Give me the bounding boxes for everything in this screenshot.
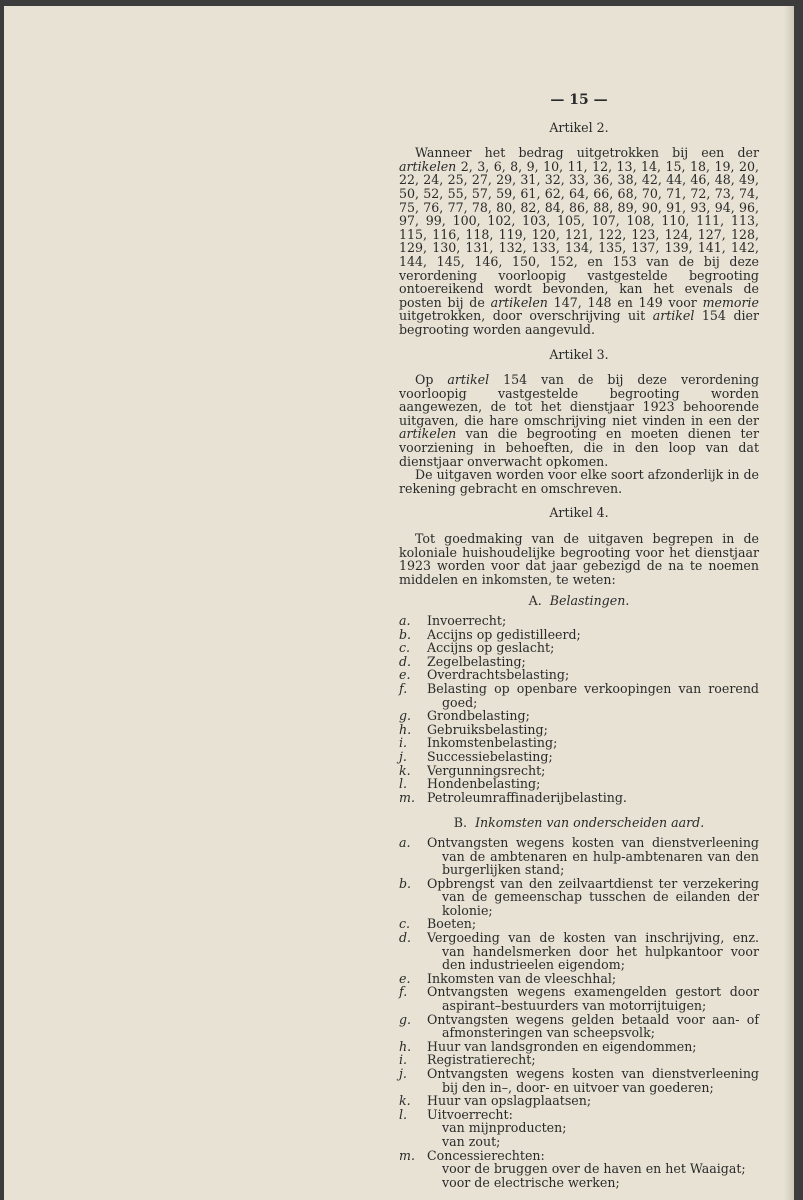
list-item-text: Concessierechten: xyxy=(427,1147,545,1163)
list-item-letter: d. xyxy=(399,930,412,946)
italic-run: artikelen xyxy=(490,294,548,310)
list-item-text: Opbrengst van den zeilvaartdienst ter verzekering van de gemeenschap tusschen de eilanden der kolonie; xyxy=(427,875,759,918)
list-item-letter: j. xyxy=(399,1066,407,1081)
page-edge-shadow xyxy=(784,6,794,1200)
list-item-letter: i. xyxy=(399,1052,408,1068)
italic-run: artikelen xyxy=(399,158,457,174)
list-item-text: Vergunningsrecht; xyxy=(427,762,546,778)
list-item-letter: l. xyxy=(399,1106,408,1122)
list-item xyxy=(399,655,759,669)
list-item xyxy=(399,1040,759,1054)
list-item-subline: voor de bruggen over de haven en het Waaigat; xyxy=(442,1161,746,1177)
list-item-text: Vergoeding van de kosten van inschrijving, enz. van handelsmerken door het hulpkantoor voor den industrieelen eigendom; xyxy=(427,930,759,973)
list-item xyxy=(399,682,759,709)
list-item xyxy=(399,1013,759,1040)
list-item xyxy=(399,931,759,972)
text-run: uitgetrokken, door overschrijving uit xyxy=(399,308,653,324)
list-item xyxy=(399,985,759,1012)
list-item xyxy=(399,836,759,877)
document-page xyxy=(4,6,794,1200)
artikel-3-paragraph-1 xyxy=(399,373,759,468)
artikel-4-intro: Tot goedmaking van de uitgaven begrepen in de koloniale huishoudelijke begrooting voor het dienstjaar 1923 worden voor dat jaar gebezigd de na te noemen middelen en inkomsten, te weten: xyxy=(399,531,759,587)
list-item xyxy=(399,641,759,655)
list-item-text: Successiebelasting; xyxy=(427,748,553,764)
list-item-text: Overdrachtsbelasting; xyxy=(427,667,570,683)
text-run: Op xyxy=(415,372,448,388)
list-item xyxy=(399,1108,759,1149)
list-item-letter: m. xyxy=(399,1147,415,1163)
list-item-subline: voor de electrische werken; xyxy=(442,1174,620,1190)
text-run: 154 van de bij deze verordening voorloopig vastgestelde begrooting worden aangewezen, de tot het dienstjaar 1923 behoorende uitgaven, die hare omschrijving niet vinden in een der xyxy=(399,372,760,428)
list-item-letter: a. xyxy=(399,613,411,628)
list-item-letter: b. xyxy=(399,875,412,891)
italic-run: artikel xyxy=(652,308,695,324)
text-run: van die begrooting en moeten dienen ter voorziening in behoeften, die in den loop van dat dienstjaar onverwacht opkomen. xyxy=(399,426,759,469)
list-item xyxy=(399,972,759,986)
list-item-text: Zegelbelasting; xyxy=(427,653,526,669)
list-item-letter: m. xyxy=(399,789,415,805)
list-item-letter: e. xyxy=(399,667,411,683)
list-item xyxy=(399,1149,759,1190)
list-item-text: Ontvangsten wegens kosten van dienstverleening van de ambtenaren en hulp-ambtenaren van den burgerlijken stand; xyxy=(427,834,759,878)
list-item xyxy=(399,723,759,737)
list-item-letter: i. xyxy=(399,735,408,751)
list-item-letter: c. xyxy=(399,640,411,656)
list-item-letter: c. xyxy=(399,916,411,932)
list-item-text: Ontvangsten wegens kosten van dienstverleening bij den in–, door- en uitvoer van goederen; xyxy=(427,1066,759,1095)
section-b-heading xyxy=(399,816,759,830)
list-item-text: Boeten; xyxy=(427,916,477,932)
list-item-text: Huur van landsgronden en eigendommen; xyxy=(427,1038,697,1054)
section-a-letter: A. xyxy=(528,593,542,609)
list-item-text: Petroleumraffinaderijbelasting. xyxy=(427,789,627,805)
list-item xyxy=(399,777,759,791)
list-item-text: Inkomsten van de vleeschhal; xyxy=(427,970,617,986)
list-item-letter: b. xyxy=(399,626,412,642)
text-run: 147, 148 en 149 voor xyxy=(547,294,703,310)
list-item-letter: j. xyxy=(399,748,407,764)
list-item xyxy=(399,668,759,682)
text-run: Wanneer het bedrag uitgetrokken bij een der xyxy=(415,145,759,161)
artikel-3-heading: Artikel 3. xyxy=(549,346,609,362)
list-item-letter: g. xyxy=(399,708,412,724)
text-column xyxy=(399,94,759,1189)
list-item xyxy=(399,1094,759,1108)
list-item-letter: a. xyxy=(399,834,411,850)
list-item-letter: k. xyxy=(399,1093,411,1109)
list-item xyxy=(399,628,759,642)
section-b-list xyxy=(399,836,759,1189)
italic-run: artikel xyxy=(447,372,490,388)
list-item-text: Belasting op openbare verkoopingen van roerend goed; xyxy=(427,680,759,710)
artikel-3-paragraph-2: De uitgaven worden voor elke soort afzonderlijk in de rekening gebracht en omschreven. xyxy=(399,467,759,496)
list-item-text: Invoerrecht; xyxy=(427,613,507,628)
list-item-text: Grondbelasting; xyxy=(427,708,530,724)
list-item-letter: f. xyxy=(399,984,408,1000)
list-item xyxy=(399,917,759,931)
italic-run: memorie xyxy=(702,294,759,310)
list-item-subline: van mijnproducten; xyxy=(442,1120,567,1136)
list-item-text: Hondenbelasting; xyxy=(427,776,541,792)
list-item-letter: h. xyxy=(399,721,412,737)
list-item-text: Ontvangsten wegens gelden betaald voor aan- of afmonsteringen van scheepsvolk; xyxy=(427,1011,759,1041)
list-item xyxy=(399,750,759,764)
list-item-text: Inkomstenbelasting; xyxy=(427,735,558,751)
section-a-title: Belastingen. xyxy=(549,593,630,609)
text-run: 154 dier begrooting worden aangevuld. xyxy=(399,308,760,337)
list-item xyxy=(399,736,759,750)
list-item-text: Uitvoerrecht: xyxy=(427,1106,513,1122)
list-item-text: Registratierecht; xyxy=(427,1052,536,1068)
page-number: — 15 — xyxy=(550,92,608,108)
list-item-letter: k. xyxy=(399,762,411,778)
list-item xyxy=(399,1067,759,1094)
list-item xyxy=(399,764,759,778)
list-item xyxy=(399,614,759,628)
list-item-text: Ontvangsten wegens examengelden gestort door aspirant–bestuurders van motorrijtuigen; xyxy=(427,984,759,1014)
artikel-2-paragraph xyxy=(399,146,759,336)
list-item-letter: f. xyxy=(399,680,408,696)
list-item-letter: l. xyxy=(399,776,408,792)
artikel-2-heading: Artikel 2. xyxy=(549,119,609,135)
list-item xyxy=(399,877,759,918)
list-item xyxy=(399,791,759,805)
list-item-text: Gebruiksbelasting; xyxy=(427,721,548,737)
list-item xyxy=(399,709,759,723)
section-b-title: Inkomsten van onderscheiden aard. xyxy=(475,815,705,831)
list-item-letter: h. xyxy=(399,1038,412,1054)
list-item xyxy=(399,1053,759,1067)
artikel-4-heading: Artikel 4. xyxy=(549,505,609,521)
list-item-text: Huur van opslagplaatsen; xyxy=(427,1093,592,1109)
list-item-subline: van zout; xyxy=(442,1133,501,1149)
section-b-letter: B. xyxy=(453,815,468,831)
list-item-letter: e. xyxy=(399,970,411,986)
text-run: 2, 3, 6, 8, 9, 10, 11, 12, 13, 14, 15, 18, 19, 20, 22, 24, 25, 27, 29, 31, 32, 33, 36, 38, 42, 44, 46, 48, 49, 50, 52, 55, 57, 59, 61, 62, 64, 66, 68, 70, 71, 72, 73, 74, 75, 76, 77, 78, 80, 82, 84, 86, 88, 89, 90, 91, 93, 94, 96, 97, 99, 100, 102, 103, 105, 107, 108, 110, 111, 113, 115, 116, 118, 119, 120, 121, 122, 123, 124, 127, 128, 129, 130, 131, 132, 133, 134, 135, 137, 139, 141, 142, 144, 145, 146, 150, 152, en 153 van de bij deze verordening voorloopig vastgestelde begrooting ontoereikend wordt bevonden, kan het evenals de posten bij de xyxy=(399,158,759,310)
list-item-text: Accijns op gedistilleerd; xyxy=(427,626,581,642)
italic-run: artikelen xyxy=(399,426,457,442)
list-item-letter: g. xyxy=(399,1011,412,1027)
section-a-list xyxy=(399,614,759,804)
list-item-text: Accijns op geslacht; xyxy=(427,640,555,656)
list-item-letter: d. xyxy=(399,653,412,669)
section-a-heading xyxy=(399,594,759,608)
